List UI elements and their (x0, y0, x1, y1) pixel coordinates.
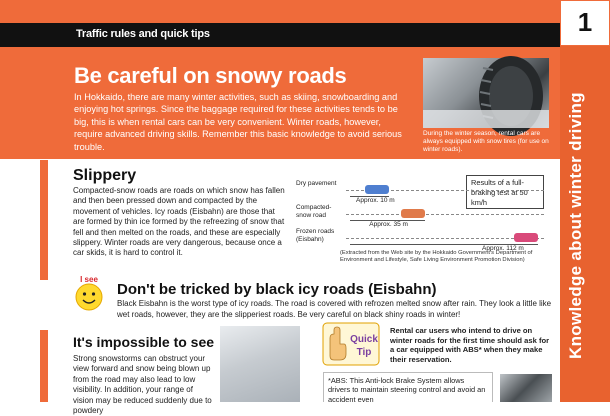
i-see-badge (70, 274, 108, 312)
braking-distance-chart (292, 170, 550, 266)
visibility-body: Strong snowstorms can obstruct your view forward and snow being blown up from the road may also lead to low visibility. In addition, your range of vision may be reduced suddenly due to powdery (73, 354, 212, 416)
slippery-heading: Slippery (73, 167, 137, 184)
chart-category-label: Dry pavement (296, 180, 337, 187)
left-accent-rule (40, 160, 48, 402)
page-title: Be careful on snowy roads (74, 63, 347, 88)
chapter-number-box (560, 0, 610, 46)
test-result-note: Results of a full-braking test at 50 km/h (466, 175, 544, 209)
hero-intro-text: In Hokkaido, there are many winter activities, such as skiing, snowboarding and enjoying hot springs. Since the baggage required for these activities tends to be big, this is when rental cars can be very convenient. Winter roads, however, require advanced driving skills. Remember this basic knowledge to avoid serious trouble. (74, 92, 402, 152)
chart-value-label: Approx. 112 m (482, 245, 524, 252)
quick-tip-label-2: Tip (356, 347, 372, 358)
chart-category-label: Compacted-snow road (296, 204, 332, 219)
black-ice-heading: Don't be tricked by black icy roads (Eisbahn) (117, 281, 437, 298)
accent-segment (40, 160, 48, 280)
slippery-body: Compacted-snow roads are roads on which snow has fallen and then been pressed down and compacted by the movement of vehicles. Icy roads (Eisbahn) are those that are formed by thin ice formed by the refreezing of snow that fell and then melted on the roads, and these are especially slippery. Winter roads are very dangerous, because once a car skids, it is hard to control it. (73, 186, 285, 258)
i-see-label: I see (80, 275, 98, 284)
side-tab (560, 0, 610, 402)
chapter-title-vertical: Knowledge about winter driving (566, 92, 585, 360)
accent-segment (40, 330, 48, 402)
abs-footnote: *ABS: This Anti-lock Brake System allows drivers to maintain steering control and avoid an accident even (323, 372, 493, 402)
quick-tip-text: Rental car users who intend to drive on winter roads for the first time should ask for a car equipped with ABS* when they make their reservation. (390, 326, 550, 364)
chart-category-label: Frozen roads (Eisbahn) (296, 228, 335, 243)
chart-car-mark (401, 209, 425, 218)
abs-photo (500, 374, 552, 402)
section-header-bar (0, 23, 560, 47)
chart-value-label: Approx. 35 m (369, 221, 408, 228)
photo-caption: During the winter season, rental cars are always equipped with snow tires (for use on winter roads). (423, 130, 549, 153)
quick-tip-badge (322, 322, 380, 366)
snow-tire-photo (423, 58, 549, 128)
section-label: Traffic rules and quick tips (76, 28, 210, 40)
chart-car-mark (514, 233, 538, 242)
chart-car-mark (365, 185, 389, 194)
chart-source-note: (Extracted from the Web site by the Hokkaido Government's Department of Environment and Lifestyle, Safe Living Environment Promotion Division) (340, 250, 533, 263)
snowstorm-photo (220, 326, 300, 402)
chart-value-label: Approx. 10 m (356, 197, 395, 204)
quick-tip-label-1: Quick (350, 334, 378, 345)
chart-lane (346, 214, 544, 215)
visibility-heading: It's impossible to see (73, 334, 215, 350)
chapter-number: 1 (577, 7, 593, 37)
black-ice-body: Black Eisbahn is the worst type of icy roads. The road is covered with refrozen melted snow after rain. They look a little like wet roads, however, they are the slipperiest roads. Be very careful on black shiny roads in winter! (117, 299, 552, 319)
top-accent-band (0, 0, 560, 23)
